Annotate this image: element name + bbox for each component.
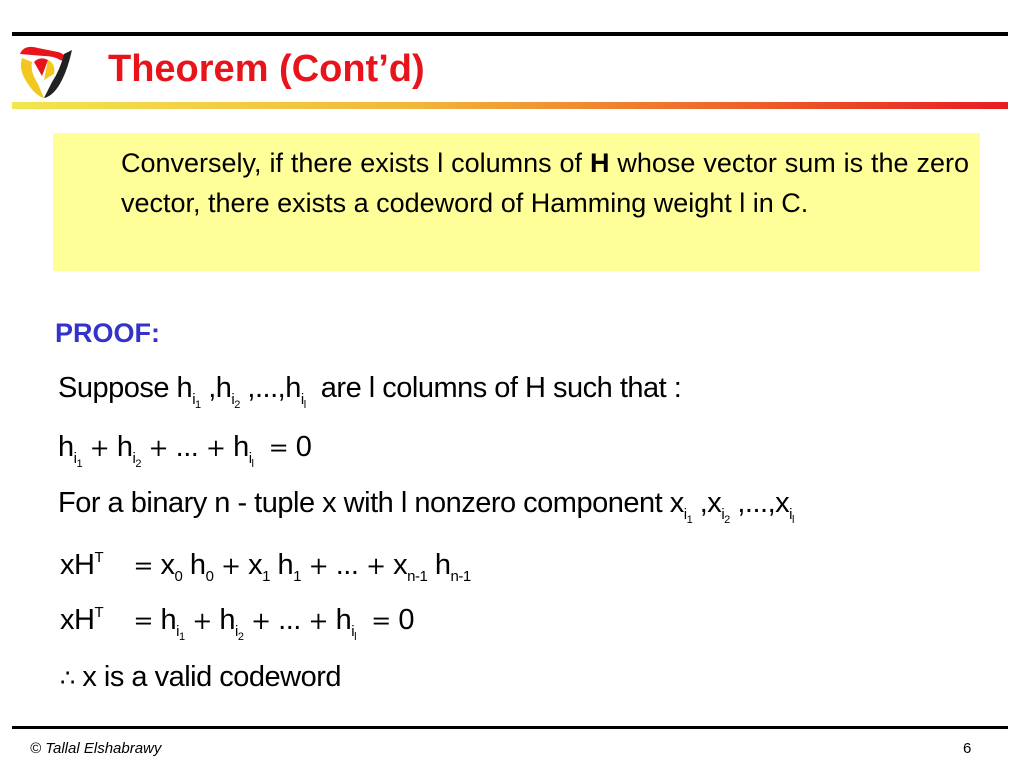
binary-tuple-text: For a binary n - tuple x with l nonzero component [58, 487, 663, 519]
title-underline-gradient [12, 102, 1008, 109]
proof-line-suppose: Suppose $h_{i_1}$ $,h_{i_2}$ $,...,h_{i_l}$ are l columns of H such that : [58, 372, 682, 411]
proof-line-sum-zero: $h_{i_1} + h_{i_2}$ + ... + $h_{i_l} = 0$ [58, 431, 312, 470]
theorem-text-2: whose vector sum is the zero vector, there exists a codeword of Hamming weight l in C. [121, 148, 969, 218]
footer-copyright: © Tallal Elshabrawy [30, 740, 162, 757]
suppose-suffix: are l columns of H such that : [320, 372, 682, 404]
slide-title: Theorem (Cont’d) [108, 48, 425, 90]
top-rule [12, 32, 1008, 36]
university-logo [14, 40, 78, 102]
theorem-matrix-symbol: H [589, 148, 610, 178]
zero-value-2: 0 [398, 604, 414, 636]
bottom-rule [12, 726, 1008, 729]
zero-value: 0 [295, 431, 312, 463]
theorem-statement [121, 143, 969, 223]
proof-line-xht-zero: $xH^T$ = $h_{i_1} + h_{i_2}$ + ... + $h_{i_l} = 0$ [60, 604, 414, 643]
proof-line-conclusion [60, 661, 341, 694]
page-number: 6 [963, 740, 972, 757]
proof-heading: PROOF: [55, 318, 160, 348]
conclusion-text: x is a valid codeword [82, 661, 342, 693]
xht-label-2: xH [60, 604, 95, 636]
xht-label: xH [60, 549, 95, 581]
proof-line-xht-expansion: $xH^T$ = $x_0$ $h_0 + x_1$ $h_1$ + ... + $x_{n-1}$ $h_{n-1}$ [60, 549, 471, 585]
suppose-word: Suppose [58, 372, 169, 404]
theorem-text-1: Conversely, if there exists l columns of [121, 148, 590, 178]
proof-line-binary-tuple: For a binary n - tuple x with l nonzero component $x_{i_1}$ $,x_{i_2}$ $,...,x_{i_l}$ [58, 487, 794, 526]
therefore-icon: ∴ [60, 664, 75, 692]
